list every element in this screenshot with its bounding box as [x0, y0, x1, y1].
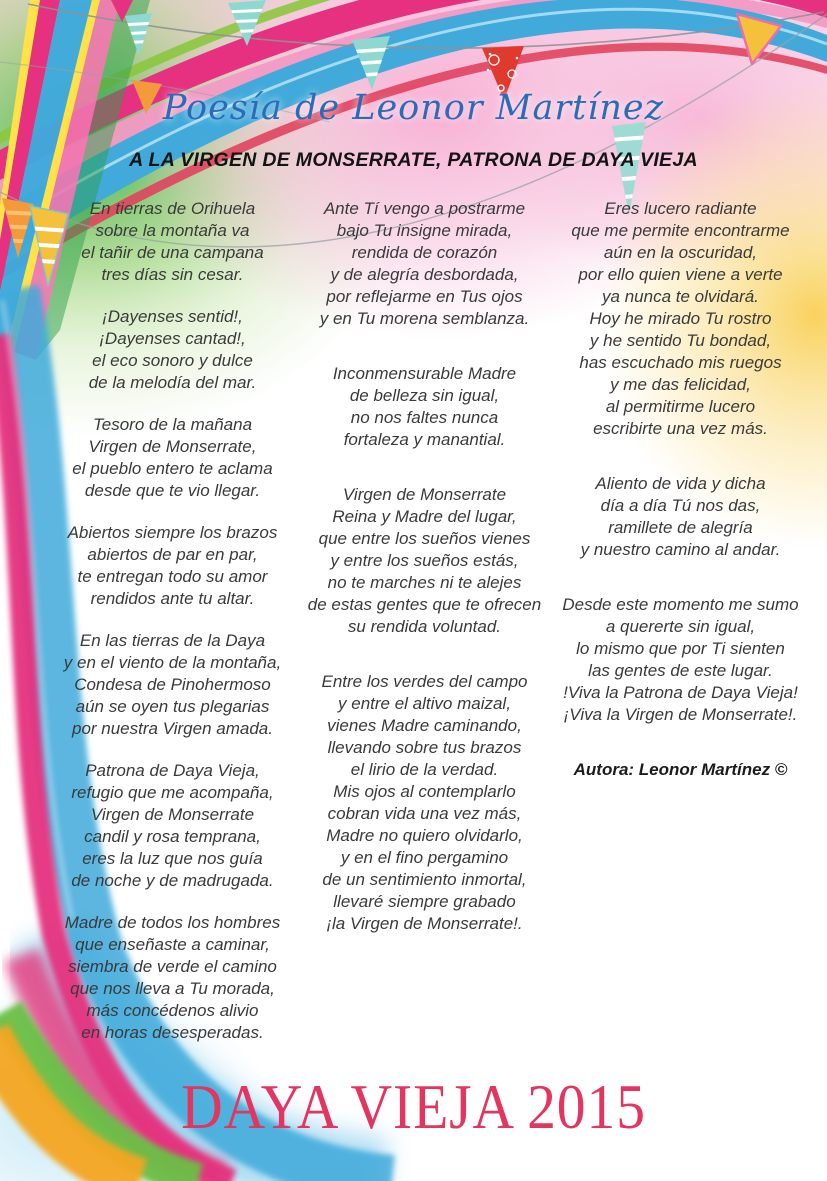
poem-line: has escuchado mis ruegos [579, 353, 782, 372]
poem-line: a quererte sin igual, [605, 617, 756, 636]
poem-line: rendidos ante tu altar. [90, 589, 255, 608]
poem-line: sobre la montaña va [95, 221, 250, 240]
poem-line: lo mismo que por Ti sienten [576, 639, 785, 658]
poem-line: siembra de verde el camino [68, 957, 277, 976]
poem-line: no nos faltes nunca [350, 408, 499, 427]
poem-line: Patrona de Daya Vieja, [85, 761, 260, 780]
poem-line: llevaré siempre grabado [333, 892, 516, 911]
poem-line: Inconmensurable Madre [332, 364, 517, 383]
poem-line: por nuestra Virgen amada. [71, 719, 273, 738]
poem-stanza [297, 198, 552, 330]
poem-line: llevando sobre tus brazos [327, 738, 522, 757]
footer-title: DAYA VIEJA 2015 [181, 1071, 646, 1142]
poem-line: que enseñaste a caminar, [75, 935, 270, 954]
poem-line: de la melodía del mar. [88, 373, 257, 392]
poem-line: refugio que me acompaña, [71, 783, 274, 802]
poem-line: Eres lucero radiante [604, 199, 757, 218]
poem-line: eres la luz que nos guía [82, 849, 263, 868]
poem-line: ¡la Virgen de Monserrate!. [326, 914, 523, 933]
poem-stanza [552, 198, 809, 440]
poem-stanza [48, 630, 297, 740]
poem-line: Madre de todos los hombres [64, 913, 281, 932]
poem-stanza [48, 912, 297, 1044]
author-line [552, 759, 809, 781]
poem-line: Entre los verdes del campo [321, 672, 528, 691]
poem-line: candil y rosa temprana, [84, 827, 261, 846]
poem-line: Hoy he mirado Tu rostro [589, 309, 772, 328]
poem-stanza [48, 306, 297, 394]
poem-line: Aliento de vida y dicha [595, 474, 766, 493]
poem-line: Desde este momento me sumo [562, 595, 799, 614]
poem-line: y en el fino pergamino [340, 848, 509, 867]
poem-line: abiertos de par en par, [87, 545, 258, 564]
poem-line: más concédenos alivio [86, 1001, 259, 1020]
poem-line: y en Tu morena semblanza. [319, 309, 530, 328]
poem-line: el tañir de una campana [81, 243, 264, 262]
poem-line: rendida de corazón [351, 243, 498, 262]
poem-line: Virgen de Monserrate [342, 485, 507, 504]
poem-line: Virgen de Monserrate, [88, 437, 257, 456]
poem-line: Autora: Leonor Martínez © [573, 760, 788, 779]
poem-line: vienes Madre caminando, [327, 716, 522, 735]
poem-line: las gentes de este lugar. [588, 661, 773, 680]
poem-line: el lirio de la verdad. [350, 760, 499, 779]
poem-stanza [48, 414, 297, 502]
poem-line: de estas gentes que te ofrecen [307, 595, 542, 614]
poem-line: Mis ojos al contemplarlo [333, 782, 516, 801]
poem-line: que entre los sueños vienes [318, 529, 531, 548]
poem-line: que me permite encontrarme [571, 221, 790, 240]
page-title: Poesía de Leonor Martínez [162, 88, 665, 128]
poem-line: y nuestro camino al andar. [580, 540, 781, 559]
poem-column [26, 198, 297, 1064]
poem-line: te entregan todo su amor [77, 567, 268, 586]
poem-stanza [552, 473, 809, 561]
poem-line: ¡Viva la Virgen de Monserrate!. [563, 705, 798, 724]
poem-line: aún se oyen tus plegarias [75, 697, 270, 716]
page-subtitle: A LA VIRGEN DE MONSERRATE, PATRONA DE DAYA VIEJA [129, 149, 698, 171]
poem-line: ramillete de alegría [608, 518, 753, 537]
poem-line: en horas desesperadas. [81, 1023, 264, 1042]
poem-line: Condesa de Pinohermoso [74, 675, 271, 694]
poem-column [552, 198, 823, 814]
poem-line: Madre no quiero olvidarlo, [326, 826, 523, 845]
poem-line: no te marches ni te alejes [327, 573, 522, 592]
poem-stanza [48, 198, 297, 286]
poem-line: ya nunca te olvidará. [602, 287, 759, 306]
poem-line: su rendida voluntad. [347, 617, 502, 636]
poem-line: día a día Tú nos das, [600, 496, 761, 515]
poem-line: de un sentimiento inmortal, [322, 870, 527, 889]
poem-column [297, 198, 552, 968]
poem-line: En tierras de Orihuela [89, 199, 256, 218]
poem-line: y en el viento de la montaña, [63, 653, 282, 672]
poem-line: al permitirme lucero [605, 397, 756, 416]
poem-line: que nos lleva a Tu morada, [70, 979, 275, 998]
poem-line: de belleza sin igual, [349, 386, 500, 405]
poem-line: por ello quien viene a verte [578, 265, 783, 284]
poem-stanza [48, 522, 297, 610]
poem-line: ¡Dayenses cantad!, [99, 329, 246, 348]
poem-line: desde que te vio llegar. [84, 481, 261, 500]
poem-stanza [297, 484, 552, 638]
poem-line: de noche y de madrugada. [71, 871, 274, 890]
poem-line: Virgen de Monserrate [90, 805, 255, 824]
poem-line: !Viva la Patrona de Daya Vieja! [563, 683, 798, 702]
poem-line: y entre los sueños estás, [330, 551, 519, 570]
poem-line: Reina y Madre del lugar, [332, 507, 517, 526]
poem-line: y me das felicidad, [610, 375, 751, 394]
poem-stanza [297, 671, 552, 935]
poem-line: y entre el altivo maizal, [338, 694, 511, 713]
poem-line: ¡Dayenses sentid!, [102, 307, 243, 326]
poem-line: y de alegría desbordada, [330, 265, 519, 284]
poem-line: el eco sonoro y dulce [92, 351, 253, 370]
poem-line: el pueblo entero te aclama [72, 459, 273, 478]
poem-line: por reflejarme en Tus ojos [326, 287, 523, 306]
poem-line: cobran vida una vez más, [327, 804, 522, 823]
poem-line: escribirte una vez más. [593, 419, 768, 438]
poem-line: bajo Tu insigne mirada, [336, 221, 513, 240]
poem-stanza [552, 594, 809, 726]
poem-line: Tesoro de la mañana [92, 415, 253, 434]
poem-body [26, 198, 823, 1064]
poem-line: tres días sin cesar. [101, 265, 244, 284]
poem-line: Ante Tí vengo a postrarme [323, 199, 526, 218]
poem-line: Abiertos siempre los brazos [67, 523, 278, 542]
poem-line: y he sentido Tu bondad, [589, 331, 772, 350]
poem-stanza [297, 363, 552, 451]
poem-line: fortaleza y manantial. [343, 430, 506, 449]
poem-line: En las tierras de la Daya [79, 631, 266, 650]
poem-line: aún en la oscuridad, [603, 243, 758, 262]
poem-stanza [48, 760, 297, 892]
